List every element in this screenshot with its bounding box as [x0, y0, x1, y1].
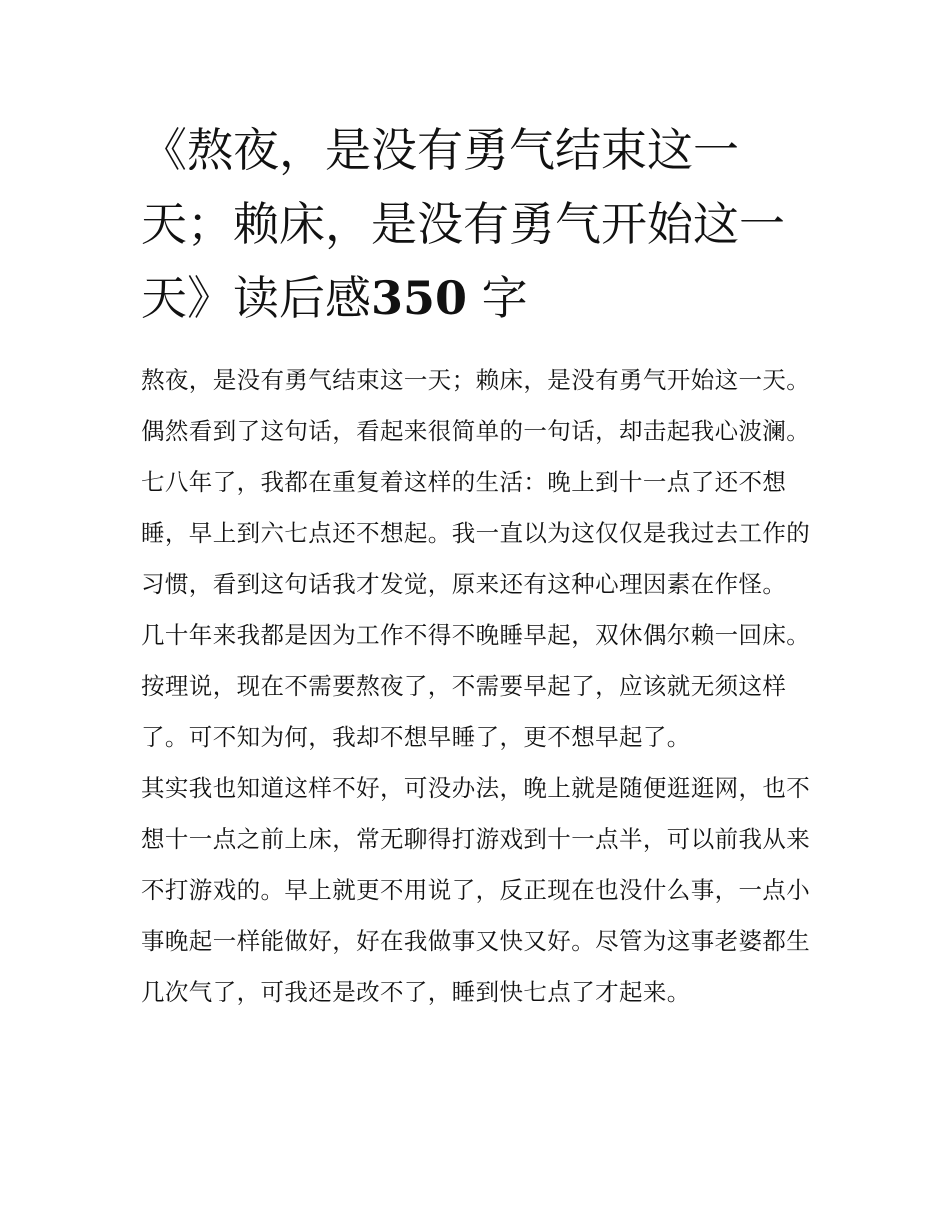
paragraph-1: 熬夜，是没有勇气结束这一天；赖床，是没有勇气开始这一天。偶然看到了这句话，看起来很简单的一句话，却击起我心波澜。	[141, 366, 811, 445]
title-suffix: 字	[467, 271, 528, 325]
title-number: 350	[371, 271, 468, 325]
paragraph-3: 几十年来我都是因为工作不得不晚睡早起，双休偶尔赖一回床。按理说，现在不需要熬夜了，不需要早起了，应该就无须这样了。可不知为何，我却不想早睡了，更不想早起了。	[141, 621, 811, 751]
paragraph-2: 七八年了，我都在重复着这样的生活：晚上到十一点了还不想睡，早上到六七点还不想起。我一直以为这仅仅是我过去工作的习惯，看到这句话我才发觉，原来还有这种心理因素在作怪。	[141, 468, 811, 598]
document-title	[141, 113, 821, 335]
paragraph-4: 其实我也知道这样不好，可没办法，晚上就是随便逛逛网，也不想十一点之前上床，常无聊得打游戏到十一点半，可以前我从来不打游戏的。早上就更不用说了，反正现在也没什么事，一点小事晚起一样能做好，好在我做事又快又好。尽管为这事老婆都生几次气了，可我还是改不了，睡到快七点了才起来。	[141, 774, 811, 1006]
title-text: 《熬夜，是没有勇气结束这一天；赖床，是没有勇气开始这一天》读后感	[141, 123, 785, 325]
document-body	[141, 355, 821, 1018]
